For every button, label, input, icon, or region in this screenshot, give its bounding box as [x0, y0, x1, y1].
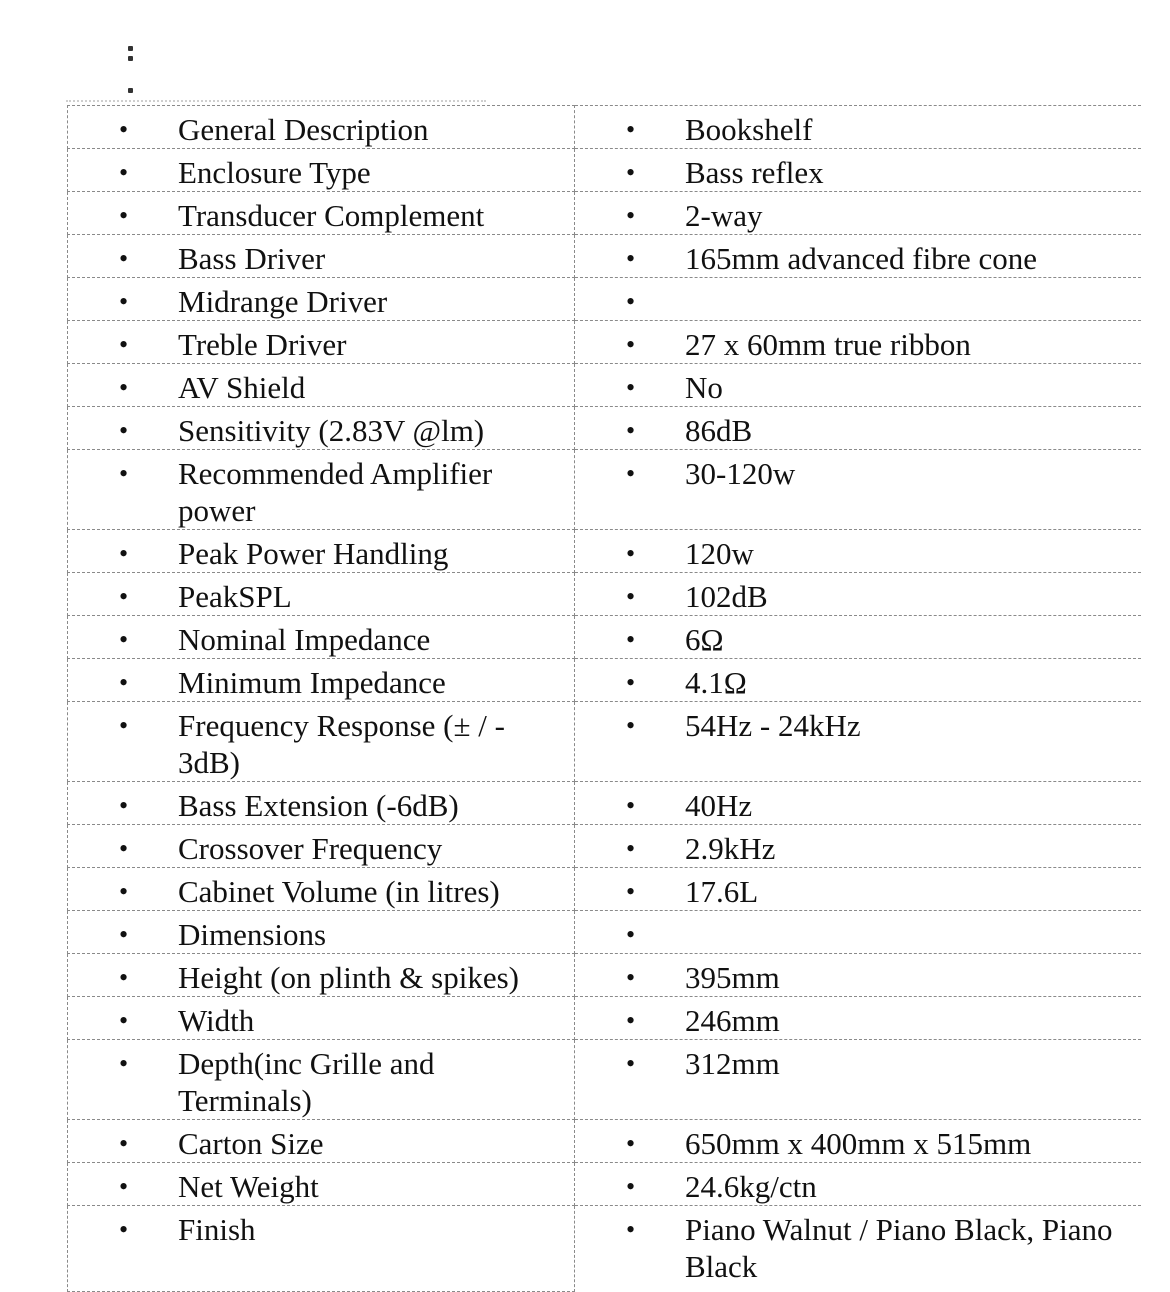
- value-cell: [575, 868, 1142, 911]
- bullet-icon: •: [626, 582, 636, 611]
- table-row: [68, 364, 1142, 407]
- table-row: [68, 530, 1142, 573]
- table-row: [68, 1120, 1142, 1163]
- bullet-icon: •: [119, 201, 129, 230]
- label-cell: [68, 530, 575, 573]
- spec-label: Minimum Impedance: [178, 665, 446, 700]
- value-cell: [575, 954, 1142, 997]
- mark-dot: [128, 46, 133, 51]
- label-cell: [68, 616, 575, 659]
- bullet-icon: •: [626, 158, 636, 187]
- spec-value: 6Ω: [685, 622, 724, 657]
- bullet-icon: •: [119, 416, 129, 445]
- label-cell: [68, 321, 575, 364]
- spec-value: 2.9kHz: [685, 831, 776, 866]
- spec-label: Treble Driver: [178, 327, 347, 362]
- spec-value: 165mm advanced fibre cone: [685, 241, 1038, 276]
- bullet-icon: •: [119, 582, 129, 611]
- label-cell: [68, 1206, 575, 1292]
- spec-value: 40Hz: [685, 788, 753, 823]
- bullet-icon: •: [119, 1215, 129, 1244]
- table-row: [68, 1163, 1142, 1206]
- label-cell: [68, 954, 575, 997]
- bullet-icon: •: [626, 668, 636, 697]
- bullet-icon: •: [626, 115, 636, 144]
- label-cell: [68, 149, 575, 192]
- table-row: [68, 616, 1142, 659]
- bullet-icon: •: [626, 877, 636, 906]
- value-cell: [575, 278, 1142, 321]
- label-cell: [68, 659, 575, 702]
- bullet-icon: •: [119, 373, 129, 402]
- value-cell: [575, 192, 1142, 235]
- bullet-icon: •: [119, 1006, 129, 1035]
- table-row: [68, 192, 1142, 235]
- bullet-icon: •: [626, 791, 636, 820]
- value-cell: [575, 616, 1142, 659]
- table-row: [68, 321, 1142, 364]
- spec-label: Width: [178, 1003, 255, 1038]
- bullet-icon: •: [119, 920, 129, 949]
- spec-value: 30-120w: [685, 456, 796, 491]
- value-cell: [575, 149, 1142, 192]
- spec-label: Dimensions: [178, 917, 327, 952]
- label-cell: [68, 782, 575, 825]
- bullet-icon: •: [626, 201, 636, 230]
- spec-value: 4.1Ω: [685, 665, 747, 700]
- bullet-icon: •: [626, 459, 636, 488]
- spec-label: Recommended Amplifier power: [178, 456, 493, 528]
- label-cell: [68, 911, 575, 954]
- bullet-icon: •: [119, 625, 129, 654]
- spec-value: Bass reflex: [685, 155, 824, 190]
- spec-value: 246mm: [685, 1003, 780, 1038]
- bullet-icon: •: [626, 330, 636, 359]
- bullet-icon: •: [626, 244, 636, 273]
- bullet-icon: •: [626, 1049, 636, 1078]
- bullet-icon: •: [626, 711, 636, 740]
- bullet-icon: •: [119, 244, 129, 273]
- bullet-icon: •: [119, 115, 129, 144]
- bullet-icon: •: [626, 625, 636, 654]
- spec-value: 86dB: [685, 413, 753, 448]
- spec-label: Carton Size: [178, 1126, 324, 1161]
- label-cell: [68, 192, 575, 235]
- bullet-icon: •: [626, 1215, 636, 1244]
- table-row: [68, 1206, 1142, 1292]
- spec-label: General Description: [178, 112, 429, 147]
- spec-value: 27 x 60mm true ribbon: [685, 327, 971, 362]
- label-cell: [68, 364, 575, 407]
- value-cell: [575, 997, 1142, 1040]
- value-cell: [575, 450, 1142, 530]
- spec-value: Piano Walnut / Piano Black, Piano Black: [685, 1212, 1113, 1284]
- spec-label: AV Shield: [178, 370, 306, 405]
- table-row: [68, 407, 1142, 450]
- spec-label: Transducer Complement: [178, 198, 485, 233]
- value-cell: [575, 106, 1142, 149]
- spec-value: Bookshelf: [685, 112, 813, 147]
- spec-label: Bass Driver: [178, 241, 326, 276]
- mark-dot: [128, 88, 133, 93]
- label-cell: [68, 278, 575, 321]
- label-cell: [68, 702, 575, 782]
- spec-value: 395mm: [685, 960, 780, 995]
- bullet-icon: •: [119, 834, 129, 863]
- spec-value: 650mm x 400mm x 515mm: [685, 1126, 1032, 1161]
- spec-value: 17.6L: [685, 874, 759, 909]
- bullet-icon: •: [119, 711, 129, 740]
- bullet-icon: •: [626, 834, 636, 863]
- label-cell: [68, 1163, 575, 1206]
- bullet-icon: •: [626, 1129, 636, 1158]
- label-cell: [68, 407, 575, 450]
- bullet-icon: •: [626, 539, 636, 568]
- label-cell: [68, 825, 575, 868]
- spec-value: 54Hz - 24kHz: [685, 708, 861, 743]
- value-cell: [575, 659, 1142, 702]
- label-cell: [68, 997, 575, 1040]
- bullet-icon: •: [119, 668, 129, 697]
- bullet-icon: •: [626, 373, 636, 402]
- label-cell: [68, 235, 575, 278]
- table-row: [68, 278, 1142, 321]
- spec-value: 2-way: [685, 198, 763, 233]
- spec-value: 24.6kg/ctn: [685, 1169, 817, 1204]
- spec-label: Depth(inc Grille and Terminals): [178, 1046, 435, 1118]
- value-cell: [575, 235, 1142, 278]
- spec-table-body: [68, 106, 1142, 1292]
- value-cell: [575, 1163, 1142, 1206]
- value-cell: [575, 364, 1142, 407]
- table-row: [68, 1040, 1142, 1120]
- spec-label: Height (on plinth & spikes): [178, 960, 519, 995]
- value-cell: [575, 1040, 1142, 1120]
- value-cell: [575, 321, 1142, 364]
- spec-label: Finish: [178, 1212, 256, 1247]
- label-cell: [68, 868, 575, 911]
- spec-label: Frequency Response (± / - 3dB): [178, 708, 505, 780]
- bullet-icon: •: [119, 1129, 129, 1158]
- bullet-icon: •: [626, 1006, 636, 1035]
- table-row: [68, 825, 1142, 868]
- table-row: [68, 782, 1142, 825]
- value-cell: [575, 911, 1142, 954]
- spec-label: Cabinet Volume (in litres): [178, 874, 500, 909]
- spec-value: 312mm: [685, 1046, 780, 1081]
- bullet-icon: •: [119, 877, 129, 906]
- bullet-icon: •: [119, 459, 129, 488]
- value-cell: [575, 530, 1142, 573]
- spec-label: Peak Power Handling: [178, 536, 449, 571]
- spec-label: Nominal Impedance: [178, 622, 431, 657]
- table-row: [68, 997, 1142, 1040]
- spec-label: Bass Extension (-6dB): [178, 788, 459, 823]
- table-row: [68, 450, 1142, 530]
- label-cell: [68, 1040, 575, 1120]
- bullet-icon: •: [626, 920, 636, 949]
- label-cell: [68, 573, 575, 616]
- bullet-icon: •: [626, 416, 636, 445]
- table-row: [68, 911, 1142, 954]
- bullet-icon: •: [119, 1049, 129, 1078]
- spec-label: Crossover Frequency: [178, 831, 443, 866]
- table-row: [68, 106, 1142, 149]
- spec-label: Midrange Driver: [178, 284, 388, 319]
- value-cell: [575, 782, 1142, 825]
- bullet-icon: •: [626, 963, 636, 992]
- label-cell: [68, 1120, 575, 1163]
- value-cell: [575, 573, 1142, 616]
- bullet-icon: •: [626, 1172, 636, 1201]
- spec-label: PeakSPL: [178, 579, 292, 614]
- spec-label: Sensitivity (2.83V @lm): [178, 413, 485, 448]
- bullet-icon: •: [119, 539, 129, 568]
- value-cell: [575, 407, 1142, 450]
- bullet-icon: •: [119, 287, 129, 316]
- mark-dot: [128, 56, 133, 61]
- table-row: [68, 868, 1142, 911]
- table-row: [68, 573, 1142, 616]
- spec-value: 102dB: [685, 579, 768, 614]
- spec-label: Net Weight: [178, 1169, 319, 1204]
- value-cell: [575, 825, 1142, 868]
- spec-value: 120w: [685, 536, 754, 571]
- label-cell: [68, 450, 575, 530]
- table-row: [68, 659, 1142, 702]
- bullet-icon: •: [119, 1172, 129, 1201]
- spec-value: No: [685, 370, 723, 405]
- table-row: [68, 702, 1142, 782]
- bullet-icon: •: [119, 158, 129, 187]
- value-cell: [575, 702, 1142, 782]
- value-cell: [575, 1206, 1142, 1292]
- value-cell: [575, 1120, 1142, 1163]
- spec-label: Enclosure Type: [178, 155, 371, 190]
- bullet-icon: •: [626, 287, 636, 316]
- bullet-icon: •: [119, 330, 129, 359]
- table-row: [68, 235, 1142, 278]
- spec-table: [67, 105, 1141, 1292]
- label-cell: [68, 106, 575, 149]
- table-row: [68, 149, 1142, 192]
- bullet-icon: •: [119, 963, 129, 992]
- table-row: [68, 954, 1142, 997]
- bullet-icon: •: [119, 791, 129, 820]
- faded-divider: [66, 100, 486, 102]
